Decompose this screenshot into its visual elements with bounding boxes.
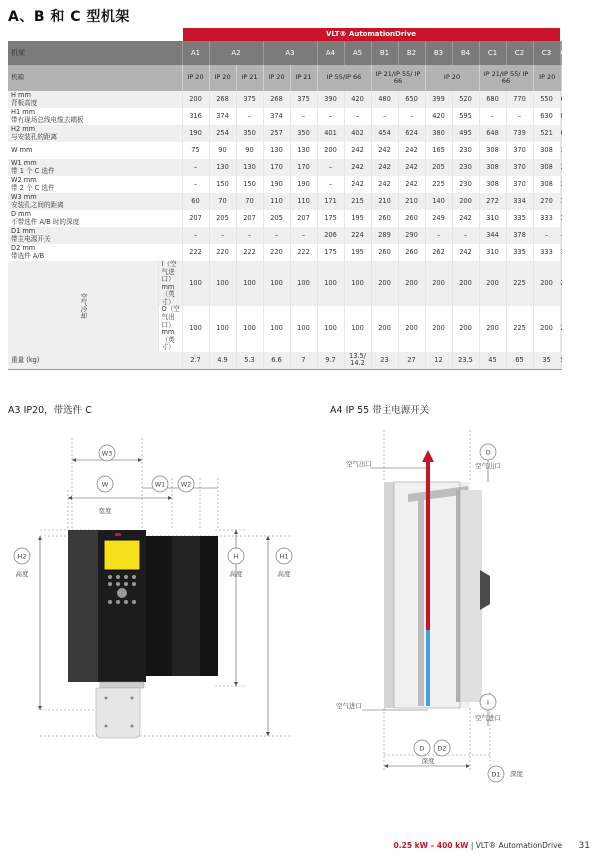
table-cell: – — [263, 227, 290, 244]
table-cell: 100 — [317, 261, 344, 306]
table-cell: 200 — [317, 142, 344, 159]
table-cell: 110 — [263, 193, 290, 210]
table-cell: 370 — [506, 142, 533, 159]
enclosure-cell: IP 20 — [533, 65, 562, 91]
table-cell: 335 — [506, 210, 533, 227]
air-out-right-label: 空气出口 — [475, 462, 501, 470]
table-cell: 195 — [344, 244, 371, 261]
product-header-row — [8, 28, 562, 41]
table-cell: 222 — [290, 244, 317, 261]
table-cell: 100 — [263, 261, 290, 306]
row-label: D1 mm 带主电源开关 — [8, 227, 182, 244]
table-cell: 242 — [371, 176, 398, 193]
table-cell: 205 — [263, 210, 290, 227]
page-title: A、B 和 C 型机架 — [8, 9, 130, 25]
row-label: D mm 不带选件 A/B 时的深度 — [8, 210, 182, 227]
table-cell: 270 — [533, 193, 560, 210]
table-cell: 520 — [452, 91, 479, 108]
table-cell: 215 — [344, 193, 371, 210]
table-cell: 370 — [506, 176, 533, 193]
table-row — [8, 142, 562, 159]
enclosure-cell: IP 55/IP 66 — [317, 65, 371, 91]
table-cell — [560, 306, 561, 351]
table-cell: 130 — [290, 142, 317, 159]
table-cell: 130 — [263, 142, 290, 159]
table-cell: – — [371, 108, 398, 125]
table-cell — [560, 125, 561, 142]
table-cell: – — [317, 108, 344, 125]
d2-label: D2 — [437, 744, 447, 753]
table-cell: 9.7 — [317, 352, 344, 370]
table-cell: 13.5/ 14.2 — [344, 352, 371, 370]
frame-a5: A5 — [344, 41, 371, 65]
table-cell: 100 — [182, 306, 209, 351]
table-cell: 310 — [479, 244, 506, 261]
table-cell: 207 — [182, 210, 209, 227]
frame-b4: B4 — [452, 41, 479, 65]
enclosure-cell: IP 20 — [425, 65, 479, 91]
table-cell: 100 — [182, 261, 209, 306]
table-cell: 230 — [452, 159, 479, 176]
table-cell — [560, 176, 561, 193]
row-label: W2 mm 带 2 个 C 选件 — [8, 176, 182, 193]
table-cell: 308 — [533, 176, 560, 193]
table-cell: 23.5 — [452, 352, 479, 370]
table-cell: 190 — [182, 125, 209, 142]
table-cell: 220 — [263, 244, 290, 261]
table-cell: 630 — [533, 108, 560, 125]
table-cell: 6.6 — [263, 352, 290, 370]
row-label: W mm — [8, 142, 182, 159]
table-cell: 272 — [479, 193, 506, 210]
w3-label: W3 — [101, 449, 113, 458]
i-label: I — [487, 698, 489, 707]
table-cell: 260 — [371, 210, 398, 227]
table-cell: 200 — [371, 306, 398, 351]
table-cell: 225 — [425, 176, 452, 193]
table-cell: 624 — [398, 125, 425, 142]
table-cell: 175 — [317, 244, 344, 261]
table-cell: 23 — [371, 352, 398, 370]
table-cell: 12 — [425, 352, 452, 370]
air-in-left-label: 空气进口 — [336, 702, 362, 710]
table-cell: – — [533, 227, 560, 244]
table-cell: 210 — [371, 193, 398, 210]
table-row — [8, 108, 562, 125]
table-cell: – — [506, 108, 533, 125]
table-cell: 100 — [290, 306, 317, 351]
table-cell: 225 — [506, 306, 533, 351]
table-row — [8, 176, 562, 193]
d-label: D — [419, 744, 425, 753]
table-cell: 100 — [263, 306, 290, 351]
footer — [394, 841, 590, 851]
table-cell — [560, 108, 561, 125]
row-label: H mm 背板高度 — [8, 91, 182, 108]
table-cell: 175 — [317, 210, 344, 227]
row-label: H2 mm 与安装孔的距离 — [8, 125, 182, 142]
table-cell — [560, 210, 561, 227]
figure-right-title: A4 IP 55 带主电源开关 — [330, 405, 430, 416]
table-cell: 200 — [425, 261, 452, 306]
table-row — [8, 193, 562, 210]
frame-b1: B1 — [371, 41, 398, 65]
table-row — [8, 352, 562, 370]
table-cell: 268 — [263, 91, 290, 108]
table-cell: 480 — [371, 91, 398, 108]
table-cell: 350 — [290, 125, 317, 142]
frame-a3: A3 — [263, 41, 317, 65]
height-label-left: 高度 — [15, 570, 29, 578]
table-cell: 100 — [209, 306, 236, 351]
table-cell: – — [209, 227, 236, 244]
table-cell: 249 — [425, 210, 452, 227]
table-cell: 171 — [317, 193, 344, 210]
table-cell: 334 — [506, 193, 533, 210]
table-cell: 45 — [479, 352, 506, 370]
height-label-mid: 高度 — [229, 570, 243, 578]
table-row — [8, 159, 562, 176]
table-cell: 374 — [209, 108, 236, 125]
table-cell: 550 — [533, 91, 560, 108]
table-cell: 200 — [425, 306, 452, 351]
frame-c1: C1 — [479, 41, 506, 65]
row-label: H1 mm 带有现场总线电缆去耦板 — [8, 108, 182, 125]
table-cell: 200 — [398, 306, 425, 351]
dimensions-table — [8, 28, 562, 370]
table-cell: 70 — [209, 193, 236, 210]
frame-row — [8, 41, 562, 65]
air-cooling-group-label: 空气冷却 — [8, 261, 158, 352]
footer-power-range: 0.25 kW – 400 kW — [393, 841, 469, 850]
table-cell: – — [425, 227, 452, 244]
table-cell: – — [182, 176, 209, 193]
table-cell: 100 — [290, 261, 317, 306]
table-cell: 170 — [290, 159, 317, 176]
footer-product: VLT® AutomationDrive — [475, 841, 563, 850]
table-row — [8, 261, 562, 306]
w-label: W — [101, 480, 109, 489]
enclosure-cell: IP 20 — [182, 65, 209, 91]
row-label: D2 mm 带选件 A/B — [8, 244, 182, 261]
table-cell: 262 — [425, 244, 452, 261]
table-row — [8, 91, 562, 108]
table-cell: 242 — [344, 176, 371, 193]
table-cell: 454 — [371, 125, 398, 142]
table-cell: 595 — [452, 108, 479, 125]
row-label: O（空气出口） mm（英寸） — [158, 306, 182, 351]
enclosure-cell: IP 21/IP 55/ IP 66 — [371, 65, 425, 91]
footer-separator: | — [470, 841, 474, 850]
table-cell: 200 — [398, 261, 425, 306]
a3-front-view-figure — [0, 430, 310, 760]
table-cell: – — [182, 227, 209, 244]
w2-label: W2 — [180, 480, 192, 489]
table-cell: 242 — [371, 142, 398, 159]
row-label: 重量 (kg) — [8, 352, 182, 370]
table-cell: 242 — [452, 210, 479, 227]
w1-label: W1 — [154, 480, 166, 489]
table-cell: 350 — [236, 125, 263, 142]
table-cell: 308 — [479, 159, 506, 176]
table-cell: 4.9 — [209, 352, 236, 370]
frame-c2: C2 — [506, 41, 533, 65]
table-cell: 230 — [452, 176, 479, 193]
table-cell: 242 — [344, 159, 371, 176]
table-cell: 308 — [533, 159, 560, 176]
table-cell: 90 — [209, 142, 236, 159]
table-cell: 75 — [182, 142, 209, 159]
table-cell: 222 — [236, 244, 263, 261]
enclosure-cell: IP 20 — [263, 65, 290, 91]
enclosure-cell: IP 21 — [290, 65, 317, 91]
table-cell — [560, 142, 561, 159]
table-cell: 200 — [452, 306, 479, 351]
row-label: W1 mm 带 1 个 C 选件 — [8, 159, 182, 176]
frame-a4: A4 — [317, 41, 344, 65]
table-cell: 308 — [533, 142, 560, 159]
air-in-right-label: 空气进口 — [475, 714, 501, 722]
table-cell: 130 — [236, 159, 263, 176]
table-cell: 205 — [425, 159, 452, 176]
table-cell: 374 — [263, 108, 290, 125]
enclosure-cell: IP 20 — [209, 65, 236, 91]
h1-label: H1 — [279, 552, 289, 561]
enclosure-cell: IP 21 — [236, 65, 263, 91]
table-cell: 150 — [236, 176, 263, 193]
table-cell: 200 — [452, 261, 479, 306]
table-cell: – — [182, 159, 209, 176]
table-cell: 370 — [506, 159, 533, 176]
table-cell: 200 — [371, 261, 398, 306]
frame-a2: A2 — [209, 41, 263, 65]
depth-label: 深度 — [421, 757, 435, 765]
table-cell: 65 — [506, 352, 533, 370]
table-cell: 130 — [209, 159, 236, 176]
table-cell: 207 — [290, 210, 317, 227]
frame-a1: A1 — [182, 41, 209, 65]
table-cell: 420 — [425, 108, 452, 125]
product-header: VLT® AutomationDrive — [182, 28, 560, 41]
drive-a4-illustration — [384, 482, 490, 708]
table-cell: 220 — [209, 244, 236, 261]
table-cell: 206 — [317, 227, 344, 244]
frame-label: 机架 — [8, 41, 182, 65]
table-cell: 242 — [344, 142, 371, 159]
h-label: H — [233, 552, 239, 561]
table-cell: 140 — [425, 193, 452, 210]
table-cell: 495 — [452, 125, 479, 142]
table-cell: 70 — [236, 193, 263, 210]
table-cell: 100 — [317, 306, 344, 351]
table-cell: 190 — [290, 176, 317, 193]
table-cell: 344 — [479, 227, 506, 244]
table-cell: 100 — [344, 261, 371, 306]
table-cell: – — [317, 176, 344, 193]
o-label: O — [485, 448, 491, 457]
table-cell: 100 — [236, 306, 263, 351]
row-label: I（空气进口） mm（英寸） — [158, 261, 182, 306]
table-cell: – — [290, 227, 317, 244]
table-cell: 210 — [398, 193, 425, 210]
table-cell: 200 — [533, 306, 560, 351]
table-cell: 333 — [533, 244, 560, 261]
table-cell: 378 — [506, 227, 533, 244]
table-cell: 290 — [398, 227, 425, 244]
table-cell: 7 — [290, 352, 317, 370]
enclosure-label: 机箱 — [8, 65, 182, 91]
table-cell: – — [452, 227, 479, 244]
table-cell: 205 — [209, 210, 236, 227]
table-cell: 165 — [425, 142, 452, 159]
table-cell: 100 — [209, 261, 236, 306]
d1-label: D1 — [491, 770, 501, 779]
table-cell — [560, 91, 561, 108]
table-cell: 254 — [209, 125, 236, 142]
table-cell: 770 — [506, 91, 533, 108]
enclosure-row — [8, 65, 562, 91]
table-cell: 333 — [533, 210, 560, 227]
table-cell — [560, 352, 561, 370]
table-cell: – — [236, 227, 263, 244]
table-cell: 5.3 — [236, 352, 263, 370]
figure-left-title: A3 IP20，带选件 C — [8, 405, 92, 416]
table-cell: 2.7 — [182, 352, 209, 370]
table-cell: – — [398, 108, 425, 125]
table-cell: 100 — [344, 306, 371, 351]
frame-b2: B2 — [398, 41, 425, 65]
row-label: W3 mm 安装孔之间的距离 — [8, 193, 182, 210]
table-cell: 225 — [506, 261, 533, 306]
table-cell: 257 — [263, 125, 290, 142]
page-number: 31 — [578, 841, 590, 851]
table-cell: 200 — [533, 261, 560, 306]
table-cell: 242 — [398, 142, 425, 159]
table-cell: 200 — [182, 91, 209, 108]
table-cell: 308 — [479, 176, 506, 193]
table-cell — [560, 159, 561, 176]
table-cell: 390 — [317, 91, 344, 108]
table-cell: 110 — [290, 193, 317, 210]
table-cell: 242 — [398, 176, 425, 193]
depth-label-2: 深度 — [510, 770, 523, 778]
table-cell: – — [290, 108, 317, 125]
table-cell: – — [344, 108, 371, 125]
table-cell: 60 — [182, 193, 209, 210]
table-cell: 648 — [479, 125, 506, 142]
frame-c4 — [560, 41, 561, 65]
table-cell: 380 — [425, 125, 452, 142]
table-cell: 224 — [344, 227, 371, 244]
table-cell: 399 — [425, 91, 452, 108]
table-cell: 402 — [344, 125, 371, 142]
table-cell: 310 — [479, 210, 506, 227]
table-cell: 242 — [452, 244, 479, 261]
table-cell: 260 — [398, 244, 425, 261]
enclosure-cell: IP 21/IP 55/ IP 66 — [479, 65, 533, 91]
table-row — [8, 244, 562, 261]
table-cell: 150 — [209, 176, 236, 193]
table-cell: 242 — [398, 159, 425, 176]
table-cell: 268 — [209, 91, 236, 108]
table-cell: 222 — [182, 244, 209, 261]
table-cell: 289 — [371, 227, 398, 244]
table-cell: 35 — [533, 352, 560, 370]
table-cell: 260 — [371, 244, 398, 261]
table-row — [8, 210, 562, 227]
table-cell: 242 — [371, 159, 398, 176]
table-cell: – — [236, 108, 263, 125]
table-cell: 335 — [506, 244, 533, 261]
table-cell: 200 — [479, 306, 506, 351]
table-cell — [560, 261, 561, 306]
table-cell: 90 — [236, 142, 263, 159]
frame-b3: B3 — [425, 41, 452, 65]
air-out-left-label: 空气出口 — [346, 460, 372, 468]
table-cell — [560, 227, 561, 244]
table-cell: 316 — [182, 108, 209, 125]
table-cell: – — [479, 108, 506, 125]
table-cell — [560, 244, 561, 261]
table-row — [8, 125, 562, 142]
table-cell: 739 — [506, 125, 533, 142]
width-label: 宽度 — [98, 507, 112, 515]
table-cell: 195 — [344, 210, 371, 227]
table-cell: 27 — [398, 352, 425, 370]
table-cell: 521 — [533, 125, 560, 142]
table-cell: 100 — [236, 261, 263, 306]
table-cell: 401 — [317, 125, 344, 142]
table-cell: 375 — [290, 91, 317, 108]
table-cell: 420 — [344, 91, 371, 108]
a4-side-view-figure — [310, 430, 590, 779]
table-cell: 680 — [479, 91, 506, 108]
table-cell: 260 — [398, 210, 425, 227]
table-cell: 200 — [479, 261, 506, 306]
table-row — [8, 227, 562, 244]
table-cell: 200 — [452, 193, 479, 210]
table-cell — [560, 193, 561, 210]
table-cell: 375 — [236, 91, 263, 108]
height-label-right: 高度 — [277, 570, 291, 578]
drive-a3-illustration — [68, 530, 218, 738]
table-cell: 650 — [398, 91, 425, 108]
h2-label: H2 — [17, 552, 27, 561]
table-cell: 170 — [263, 159, 290, 176]
table-cell: 230 — [452, 142, 479, 159]
table-cell: 308 — [479, 142, 506, 159]
frame-c3: C3 — [533, 41, 560, 65]
table-cell: 207 — [236, 210, 263, 227]
table-cell: – — [317, 159, 344, 176]
table-cell: 190 — [263, 176, 290, 193]
